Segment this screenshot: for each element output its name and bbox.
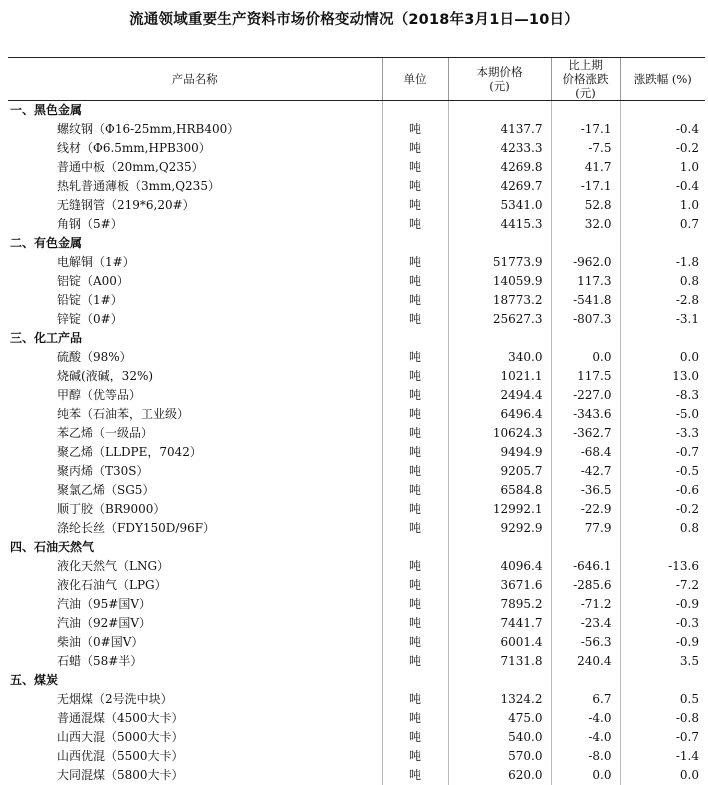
category-name: 五、煤炭 bbox=[10, 673, 59, 687]
product-name-cell: 铅锭（1#） bbox=[57, 293, 123, 307]
unit-cell: 吨 bbox=[382, 424, 448, 443]
price-cell: 6584.8 bbox=[448, 481, 551, 500]
product-name-cell: 线材（Φ6.5mm,HPB300） bbox=[57, 141, 211, 155]
unit-cell: 吨 bbox=[382, 766, 448, 785]
product-name-cell: 柴油（0#国Ⅴ） bbox=[57, 635, 144, 649]
unit-cell: 吨 bbox=[382, 462, 448, 481]
unit-cell: 吨 bbox=[382, 139, 448, 158]
category-name: 三、化工产品 bbox=[10, 331, 83, 345]
pct-cell: 0.0 bbox=[620, 348, 705, 367]
product-name-cell: 苯乙烯（一级品） bbox=[57, 426, 154, 440]
header-unit: 单位 bbox=[382, 58, 448, 101]
table-row bbox=[8, 367, 705, 386]
table-row bbox=[8, 424, 705, 443]
table-row bbox=[8, 310, 705, 329]
price-cell: 9205.7 bbox=[448, 462, 551, 481]
table-row bbox=[8, 709, 705, 728]
unit-cell: 吨 bbox=[382, 633, 448, 652]
unit-cell: 吨 bbox=[382, 196, 448, 215]
price-cell: 4415.3 bbox=[448, 215, 551, 234]
unit-cell: 吨 bbox=[382, 728, 448, 747]
page-title: 流通领域重要生产资料市场价格变动情况（2018年3月1日—10日） bbox=[129, 12, 579, 28]
product-name-cell: 液化天然气（LNG） bbox=[57, 559, 170, 573]
price-cell: 25627.3 bbox=[448, 310, 551, 329]
change-cell: 0.0 bbox=[551, 766, 620, 785]
unit-cell: 吨 bbox=[382, 595, 448, 614]
change-cell: 0.0 bbox=[551, 348, 620, 367]
pct-cell: -5.0 bbox=[620, 405, 705, 424]
header-change bbox=[551, 58, 620, 101]
pct-cell: -3.3 bbox=[620, 424, 705, 443]
product-name-cell: 聚氯乙烯（SG5） bbox=[57, 483, 155, 497]
price-cell: 620.0 bbox=[448, 766, 551, 785]
empty-cell bbox=[448, 101, 551, 120]
unit-cell: 吨 bbox=[382, 747, 448, 766]
product-name-cell: 纯苯（石油苯，工业级） bbox=[57, 407, 190, 421]
change-cell: 6.7 bbox=[551, 690, 620, 709]
pct-cell: 0.8 bbox=[620, 272, 705, 291]
empty-cell bbox=[620, 234, 705, 253]
change-cell: -285.6 bbox=[551, 576, 620, 595]
category-row bbox=[8, 329, 705, 348]
pct-cell: 0.7 bbox=[620, 215, 705, 234]
change-cell: -343.6 bbox=[551, 405, 620, 424]
price-cell: 4269.7 bbox=[448, 177, 551, 196]
change-cell: 41.7 bbox=[551, 158, 620, 177]
product-name-cell: 热轧普通薄板（3mm,Q235） bbox=[57, 179, 220, 193]
table-row bbox=[8, 576, 705, 595]
unit-cell: 吨 bbox=[382, 348, 448, 367]
table-row bbox=[8, 462, 705, 481]
category-name: 二、有色金属 bbox=[10, 236, 83, 250]
product-name-cell: 汽油（92#国Ⅴ） bbox=[57, 616, 151, 630]
product-name-cell: 山西大混（5000大卡） bbox=[57, 730, 184, 744]
empty-cell bbox=[382, 234, 448, 253]
category-row bbox=[8, 538, 705, 557]
product-name-cell: 液化石油气（LPG） bbox=[57, 578, 167, 592]
pct-cell: -0.9 bbox=[620, 633, 705, 652]
empty-cell bbox=[448, 234, 551, 253]
unit-cell: 吨 bbox=[382, 291, 448, 310]
pct-cell: 0.5 bbox=[620, 690, 705, 709]
category-name: 一、黑色金属 bbox=[10, 103, 83, 118]
pct-cell: -0.7 bbox=[620, 728, 705, 747]
change-cell: -227.0 bbox=[551, 386, 620, 405]
product-name-cell: 铝锭（A00） bbox=[57, 274, 129, 288]
unit-cell: 吨 bbox=[382, 443, 448, 462]
table-row bbox=[8, 253, 705, 272]
change-cell: 117.5 bbox=[551, 367, 620, 386]
table-body bbox=[8, 101, 705, 785]
price-cell: 4233.3 bbox=[448, 139, 551, 158]
empty-cell bbox=[551, 101, 620, 120]
product-name-cell: 锌锭（0#） bbox=[57, 312, 123, 326]
empty-cell bbox=[448, 329, 551, 348]
change-cell: -22.9 bbox=[551, 500, 620, 519]
price-cell: 3671.6 bbox=[448, 576, 551, 595]
product-name-cell: 角钢（5#） bbox=[57, 217, 123, 231]
pct-cell: 0.8 bbox=[620, 519, 705, 538]
table-row bbox=[8, 272, 705, 291]
product-name-cell: 甲醇（优等品） bbox=[57, 388, 142, 402]
product-name-cell: 汽油（95#国Ⅴ） bbox=[57, 597, 151, 611]
change-cell: -23.4 bbox=[551, 614, 620, 633]
unit-cell: 吨 bbox=[382, 386, 448, 405]
change-cell: -962.0 bbox=[551, 253, 620, 272]
empty-cell bbox=[448, 671, 551, 690]
table-row bbox=[8, 158, 705, 177]
unit-cell: 吨 bbox=[382, 272, 448, 291]
price-cell: 6496.4 bbox=[448, 405, 551, 424]
unit-cell: 吨 bbox=[382, 120, 448, 139]
table-row bbox=[8, 728, 705, 747]
pct-cell: -0.4 bbox=[620, 120, 705, 139]
pct-cell: 3.5 bbox=[620, 652, 705, 671]
product-name-cell: 普通混煤（4500大卡） bbox=[57, 711, 184, 725]
pct-cell: -0.6 bbox=[620, 481, 705, 500]
price-table bbox=[8, 57, 705, 785]
price-cell: 10624.3 bbox=[448, 424, 551, 443]
table-row bbox=[8, 291, 705, 310]
pct-cell: 13.0 bbox=[620, 367, 705, 386]
price-cell: 4137.7 bbox=[448, 120, 551, 139]
product-name-cell: 烧碱(液碱，32%) bbox=[57, 369, 154, 383]
product-name-cell: 石蜡（58#半） bbox=[57, 654, 143, 668]
unit-cell: 吨 bbox=[382, 481, 448, 500]
category-row bbox=[8, 671, 705, 690]
pct-cell: -8.3 bbox=[620, 386, 705, 405]
change-cell: -71.2 bbox=[551, 595, 620, 614]
empty-cell bbox=[382, 329, 448, 348]
price-cell: 12992.1 bbox=[448, 500, 551, 519]
pct-cell: -7.2 bbox=[620, 576, 705, 595]
header-name: 产品名称 bbox=[8, 58, 382, 101]
pct-cell: -3.1 bbox=[620, 310, 705, 329]
change-cell: -68.4 bbox=[551, 443, 620, 462]
pct-cell: -0.2 bbox=[620, 139, 705, 158]
product-name-cell: 顺丁胶（BR9000） bbox=[57, 502, 166, 516]
header-pct: 涨跌幅 (%) bbox=[620, 58, 705, 101]
change-cell: -42.7 bbox=[551, 462, 620, 481]
empty-cell bbox=[551, 671, 620, 690]
price-cell: 1021.1 bbox=[448, 367, 551, 386]
pct-cell: -0.7 bbox=[620, 443, 705, 462]
product-name-cell: 无烟煤（2号洗中块） bbox=[57, 692, 173, 706]
table-row bbox=[8, 766, 705, 785]
product-name-cell: 山西优混（5500大卡） bbox=[57, 749, 184, 763]
price-cell: 1324.2 bbox=[448, 690, 551, 709]
header-price-line1: 本期价格 bbox=[476, 65, 523, 79]
unit-cell: 吨 bbox=[382, 709, 448, 728]
pct-cell: 1.0 bbox=[620, 158, 705, 177]
price-cell: 540.0 bbox=[448, 728, 551, 747]
price-cell: 4096.4 bbox=[448, 557, 551, 576]
change-cell: -56.3 bbox=[551, 633, 620, 652]
pct-cell: -13.6 bbox=[620, 557, 705, 576]
empty-cell bbox=[551, 234, 620, 253]
change-cell: -541.8 bbox=[551, 291, 620, 310]
header-price-line2: (元) bbox=[489, 79, 510, 93]
pct-cell: -0.8 bbox=[620, 709, 705, 728]
pct-cell: -0.9 bbox=[620, 595, 705, 614]
table-row bbox=[8, 120, 705, 139]
product-name-cell: 普通中板（20mm,Q235） bbox=[57, 160, 204, 174]
unit-cell: 吨 bbox=[382, 177, 448, 196]
price-cell: 4269.8 bbox=[448, 158, 551, 177]
table-header bbox=[8, 58, 705, 101]
change-cell: -36.5 bbox=[551, 481, 620, 500]
pct-cell: -1.4 bbox=[620, 747, 705, 766]
price-cell: 51773.9 bbox=[448, 253, 551, 272]
pct-cell: -1.8 bbox=[620, 253, 705, 272]
change-cell: -807.3 bbox=[551, 310, 620, 329]
empty-cell bbox=[382, 538, 448, 557]
change-cell: 32.0 bbox=[551, 215, 620, 234]
table-row bbox=[8, 215, 705, 234]
product-name-cell: 聚乙烯（LLDPE，7042） bbox=[57, 445, 202, 459]
pct-cell: -0.3 bbox=[620, 614, 705, 633]
empty-cell bbox=[620, 101, 705, 120]
change-cell: 77.9 bbox=[551, 519, 620, 538]
table-row bbox=[8, 595, 705, 614]
unit-cell: 吨 bbox=[382, 652, 448, 671]
empty-cell bbox=[551, 329, 620, 348]
table-row bbox=[8, 386, 705, 405]
empty-cell bbox=[382, 671, 448, 690]
unit-cell: 吨 bbox=[382, 557, 448, 576]
change-cell: -646.1 bbox=[551, 557, 620, 576]
price-cell: 475.0 bbox=[448, 709, 551, 728]
unit-cell: 吨 bbox=[382, 367, 448, 386]
unit-cell: 吨 bbox=[382, 215, 448, 234]
unit-cell: 吨 bbox=[382, 310, 448, 329]
table-row bbox=[8, 348, 705, 367]
unit-cell: 吨 bbox=[382, 519, 448, 538]
change-cell: -4.0 bbox=[551, 709, 620, 728]
price-cell: 2494.4 bbox=[448, 386, 551, 405]
unit-cell: 吨 bbox=[382, 253, 448, 272]
table-row bbox=[8, 139, 705, 158]
table-row bbox=[8, 405, 705, 424]
table-row bbox=[8, 500, 705, 519]
category-row bbox=[8, 234, 705, 253]
table-row bbox=[8, 177, 705, 196]
price-cell: 340.0 bbox=[448, 348, 551, 367]
change-cell: -7.5 bbox=[551, 139, 620, 158]
price-cell: 6001.4 bbox=[448, 633, 551, 652]
pct-cell: 1.0 bbox=[620, 196, 705, 215]
empty-cell bbox=[551, 538, 620, 557]
table-row bbox=[8, 633, 705, 652]
unit-cell: 吨 bbox=[382, 576, 448, 595]
change-cell: -8.0 bbox=[551, 747, 620, 766]
header-change-line1: 比上期 bbox=[568, 58, 603, 72]
change-cell: -17.1 bbox=[551, 120, 620, 139]
price-cell: 14059.9 bbox=[448, 272, 551, 291]
price-cell: 9292.9 bbox=[448, 519, 551, 538]
pct-cell: -2.8 bbox=[620, 291, 705, 310]
product-name-cell: 大同混煤（5800大卡） bbox=[57, 768, 184, 782]
pct-cell: -0.2 bbox=[620, 500, 705, 519]
unit-cell: 吨 bbox=[382, 690, 448, 709]
change-cell: -4.0 bbox=[551, 728, 620, 747]
table-row bbox=[8, 443, 705, 462]
empty-cell bbox=[448, 538, 551, 557]
empty-cell bbox=[620, 671, 705, 690]
table-row bbox=[8, 557, 705, 576]
product-name-cell: 电解铜（1#） bbox=[57, 255, 135, 269]
empty-cell bbox=[620, 538, 705, 557]
price-cell: 7131.8 bbox=[448, 652, 551, 671]
price-cell: 7895.2 bbox=[448, 595, 551, 614]
change-cell: 117.3 bbox=[551, 272, 620, 291]
product-name-cell: 硫酸（98%） bbox=[57, 350, 132, 364]
price-cell: 18773.2 bbox=[448, 291, 551, 310]
table-row bbox=[8, 481, 705, 500]
pct-cell: 0.0 bbox=[620, 766, 705, 785]
pct-cell: -0.5 bbox=[620, 462, 705, 481]
category-name: 四、石油天然气 bbox=[10, 540, 95, 554]
unit-cell: 吨 bbox=[382, 405, 448, 424]
price-cell: 5341.0 bbox=[448, 196, 551, 215]
change-cell: -17.1 bbox=[551, 177, 620, 196]
price-cell: 570.0 bbox=[448, 747, 551, 766]
product-name-cell: 螺纹钢（Φ16-25mm,HRB400） bbox=[57, 122, 240, 136]
table-row bbox=[8, 614, 705, 633]
change-cell: -362.7 bbox=[551, 424, 620, 443]
change-cell: 240.4 bbox=[551, 652, 620, 671]
table-row bbox=[8, 652, 705, 671]
empty-cell bbox=[382, 101, 448, 120]
unit-cell: 吨 bbox=[382, 614, 448, 633]
pct-cell: -0.4 bbox=[620, 177, 705, 196]
empty-cell bbox=[620, 329, 705, 348]
product-name-cell: 聚丙烯（T30S） bbox=[57, 464, 149, 478]
price-cell: 7441.7 bbox=[448, 614, 551, 633]
unit-cell: 吨 bbox=[382, 158, 448, 177]
change-cell: 52.8 bbox=[551, 196, 620, 215]
product-name-cell: 无缝钢管（219*6,20#） bbox=[57, 198, 195, 212]
product-name-cell: 涤纶长丝（FDY150D/96F） bbox=[57, 521, 216, 535]
header-change-line2: 价格涨跌(元) bbox=[562, 72, 609, 100]
category-row bbox=[8, 101, 705, 120]
unit-cell: 吨 bbox=[382, 500, 448, 519]
table-row bbox=[8, 196, 705, 215]
header-price bbox=[448, 58, 551, 101]
table-row bbox=[8, 747, 705, 766]
table-row bbox=[8, 519, 705, 538]
price-cell: 9494.9 bbox=[448, 443, 551, 462]
table-row bbox=[8, 690, 705, 709]
